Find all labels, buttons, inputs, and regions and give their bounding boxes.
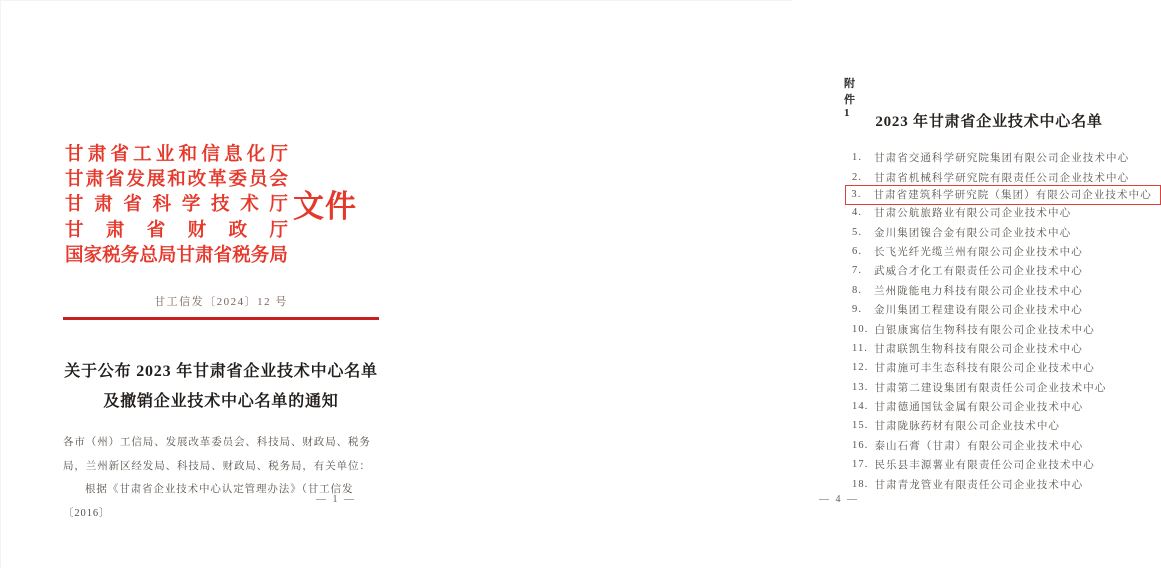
red-divider-rule — [63, 317, 379, 320]
list-item-number: 3. — [851, 189, 862, 201]
letterhead-agency-line: 甘 肃 省 科 学 技 术 厅 — [65, 195, 288, 216]
list-item-number: 12. — [852, 362, 869, 374]
list-item-name: 甘肃第二建设集团有限责任公司企业技术中心 — [874, 382, 1107, 394]
list-item-number: 2. — [852, 171, 863, 183]
list-item-number: 7. — [852, 265, 863, 277]
list-item — [852, 416, 1060, 435]
body-line: 各市（州）工信局、发展改革委员会、科技局、财政局、税务 — [63, 437, 371, 448]
list-item — [852, 397, 1083, 416]
list-item — [852, 203, 1071, 222]
list-item-number: 14. — [852, 401, 869, 413]
list-item — [852, 281, 1083, 300]
list-item-number: 4. — [852, 207, 863, 219]
list-item — [852, 358, 1095, 377]
list-item-number: 6. — [852, 245, 863, 257]
list-item-name: 白银康寓信生物科技有限公司企业技术中心 — [874, 324, 1095, 336]
list-item-name: 甘肃省机械科学研究院有限责任公司企业技术中心 — [874, 172, 1130, 184]
list-item — [852, 378, 1106, 397]
letterhead-agency-line: 甘 肃 省 工 业 和 信 息 化 厅 — [65, 144, 288, 165]
list-item-number: 11. — [852, 342, 869, 354]
list-item-name: 甘肃陇脉药材有限公司企业技术中心 — [874, 421, 1061, 433]
list-item-number: 9. — [852, 304, 863, 316]
list-item-number: 15. — [852, 420, 869, 432]
list-item-name: 甘肃省建筑科学研究院（集团）有限公司企业技术中心 — [873, 190, 1152, 202]
list-item-name: 武威合才化工有限责任公司企业技术中心 — [874, 266, 1083, 278]
list-item-name: 甘肃德通国钛金属有限公司企业技术中心 — [874, 402, 1084, 414]
list-item — [852, 455, 1095, 474]
list-title: 2023 年甘肃省企业技术中心名单 — [875, 114, 1103, 130]
letterhead-agency-line: 甘 肃 省 发 展 和 改 革 委 员 会 — [65, 170, 288, 191]
page-number-right: — 4 — — [819, 494, 859, 505]
list-item-name: 甘肃青龙管业有限责任公司企业技术中心 — [874, 479, 1084, 491]
list-item-number: 5. — [852, 226, 863, 238]
list-item-number: 18. — [852, 478, 869, 490]
attachment-label: 附件 1 — [844, 78, 856, 119]
list-item — [852, 300, 1083, 319]
body-line: 局，兰州新区经发局、科技局、财政局、税务局，有关单位： — [63, 460, 371, 472]
body-line: 根据《甘肃省企业技术中心认定管理办法》（甘工信发〔2016〕 — [63, 484, 354, 519]
document-body — [63, 431, 393, 525]
list-item-name: 泰山石膏（甘肃）有限公司企业技术中心 — [874, 440, 1084, 452]
list-item — [852, 436, 1083, 455]
list-item — [845, 185, 1160, 204]
list-item — [852, 167, 1129, 186]
list-item — [852, 474, 1083, 493]
tech-center-list — [852, 148, 1161, 494]
page-number-left: — 1 — — [316, 494, 356, 505]
list-item-number: 1. — [852, 152, 863, 164]
list-item-name: 兰州陇能电力科技有限公司企业技术中心 — [874, 285, 1083, 297]
letterhead-agency-lines — [65, 140, 288, 267]
left-page — [1, 1, 397, 569]
list-item — [852, 242, 1083, 261]
document-title-line-2: 及撤销企业技术中心名单的通知 — [103, 393, 339, 410]
list-item-name: 甘肃联凯生物科技有限公司企业技术中心 — [874, 343, 1083, 355]
document-title — [53, 357, 389, 417]
list-item — [852, 222, 1071, 241]
list-item-name: 民乐县丰源薯业有限责任公司企业技术中心 — [874, 460, 1095, 472]
list-item-name: 金川集团镍合金有限公司企业技术中心 — [874, 227, 1072, 239]
list-item — [852, 339, 1083, 358]
letterhead-wenjian-label: 文件 — [293, 188, 357, 224]
list-item — [852, 148, 1129, 167]
list-item-number: 16. — [852, 439, 869, 451]
list-item-name: 甘肃施可丰生态科技有限公司企业技术中心 — [874, 363, 1095, 375]
letterhead-agency-line: 国 家 税 务 总 局 甘 肃 省 税 务 局 — [65, 246, 288, 267]
list-item-number: 13. — [852, 381, 869, 393]
list-item — [852, 261, 1083, 280]
letterhead-agency-line: 甘 肃 省 财 政 厅 — [65, 220, 288, 241]
list-item-name: 长飞光纤光缆兰州有限公司企业技术中心 — [874, 246, 1083, 258]
right-page — [397, 1, 1152, 569]
list-item-number: 17. — [852, 459, 869, 471]
list-item-number: 10. — [852, 323, 869, 335]
document-number: 甘工信发〔2024〕12 号 — [154, 296, 288, 308]
list-item-name: 金川集团工程建设有限公司企业技术中心 — [874, 305, 1083, 317]
list-item-name: 甘肃公航旅路业有限公司企业技术中心 — [874, 208, 1072, 220]
document-title-line-1: 关于公布 2023 年甘肃省企业技术中心名单 — [64, 363, 378, 380]
list-item-number: 8. — [852, 284, 863, 296]
red-letterhead — [65, 140, 357, 267]
list-item — [852, 319, 1095, 338]
list-item-name: 甘肃省交通科学研究院集团有限公司企业技术中心 — [874, 153, 1130, 165]
